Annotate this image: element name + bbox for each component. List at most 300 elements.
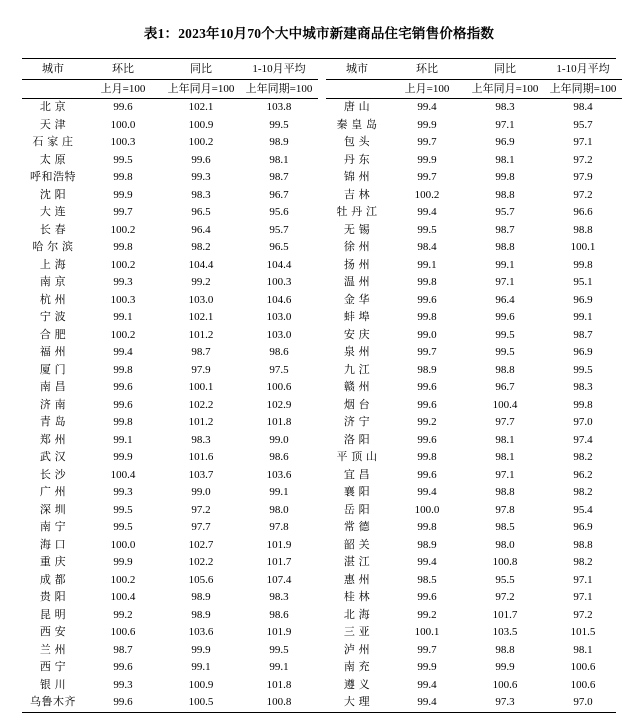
header-yoy-left: 同比 — [162, 59, 240, 80]
table-row — [22, 554, 622, 572]
avg-value-right: 98.8 — [573, 223, 593, 236]
mom-value-left: 100.2 — [110, 223, 136, 236]
city-name-left: 呼和浩特 — [30, 171, 76, 183]
city-name-right: 常 德 — [343, 521, 371, 533]
yoy-value-right: 100.6 — [492, 678, 518, 691]
city-name-left: 南 京 — [39, 276, 67, 288]
table-row — [22, 204, 622, 222]
yoy-value-left: 99.1 — [191, 661, 211, 673]
city-name-left: 深 圳 — [39, 503, 67, 516]
mom-value-right: 99.4 — [417, 556, 437, 568]
header-city-left: 城市 — [22, 59, 84, 80]
yoy-value-right: 98.8 — [495, 188, 515, 201]
yoy-value-right: 99.5 — [495, 328, 515, 341]
city-name-right: 秦 皇 岛 — [336, 118, 378, 131]
mom-value-left: 99.6 — [113, 398, 133, 411]
city-name-right: 九 江 — [343, 363, 371, 376]
avg-value-right: 98.2 — [573, 556, 593, 568]
avg-value-left: 98.6 — [269, 451, 289, 463]
avg-value-left: 98.1 — [269, 153, 289, 166]
table-row — [22, 432, 622, 450]
city-name-left: 西 宁 — [39, 661, 67, 673]
table-row — [22, 414, 622, 432]
avg-value-right: 95.7 — [573, 118, 593, 131]
city-name-right: 无 锡 — [343, 223, 371, 236]
column-gap — [318, 204, 326, 222]
avg-value-left: 104.4 — [266, 258, 292, 271]
yoy-value-right: 98.3 — [495, 101, 515, 113]
city-name-right: 北 海 — [343, 608, 371, 621]
column-gap — [318, 187, 326, 205]
table-row — [22, 677, 622, 695]
mom-value-right: 99.8 — [417, 451, 437, 463]
avg-value-right: 99.5 — [573, 363, 593, 376]
avg-value-right: 100.1 — [570, 241, 596, 253]
yoy-value-left: 96.5 — [191, 206, 211, 218]
mom-value-right: 99.9 — [417, 118, 437, 131]
table-row — [22, 572, 622, 590]
avg-value-left: 96.5 — [269, 241, 289, 253]
city-name-left: 大 连 — [39, 206, 67, 218]
mom-value-left: 99.9 — [113, 451, 133, 463]
yoy-value-left: 99.6 — [191, 153, 211, 166]
mom-value-left: 99.3 — [113, 486, 133, 498]
avg-value-right: 95.1 — [573, 276, 593, 288]
avg-value-left: 97.8 — [269, 521, 289, 533]
mom-value-right: 99.4 — [417, 486, 437, 498]
header-sub-mom-left: 上月=100 — [84, 80, 162, 99]
city-name-right: 蚌 埠 — [343, 311, 371, 323]
table-row — [22, 379, 622, 397]
city-name-left: 兰 州 — [39, 643, 67, 656]
city-name-right: 金 华 — [343, 293, 371, 306]
avg-value-left: 103.8 — [266, 101, 292, 113]
mom-value-right: 99.8 — [417, 311, 437, 323]
yoy-value-left: 101.2 — [188, 416, 214, 428]
mom-value-right: 99.7 — [417, 171, 437, 183]
avg-value-left: 97.5 — [269, 363, 289, 376]
column-gap — [318, 467, 326, 485]
yoy-value-left: 102.7 — [188, 538, 214, 551]
city-name-left: 南 宁 — [39, 521, 67, 533]
city-name-right: 遵 义 — [343, 678, 371, 691]
mom-value-right: 99.2 — [417, 416, 437, 428]
yoy-value-left: 96.4 — [191, 223, 211, 236]
city-name-left: 西 安 — [39, 626, 67, 638]
avg-value-left: 99.1 — [269, 486, 289, 498]
city-name-left: 沈 阳 — [39, 188, 67, 201]
mom-value-left: 99.4 — [113, 346, 133, 358]
yoy-value-right: 96.7 — [495, 381, 515, 393]
avg-value-left: 107.4 — [266, 573, 292, 586]
avg-value-right: 97.2 — [573, 188, 593, 201]
table-row — [22, 344, 622, 362]
city-name-right: 赣 州 — [343, 381, 371, 393]
mom-value-right: 99.7 — [417, 643, 437, 656]
header-sub-city-right — [326, 80, 388, 99]
yoy-value-right: 98.8 — [495, 643, 515, 656]
mom-value-left: 99.8 — [113, 363, 133, 376]
page-title: 表1：2023年10月70个大中城市新建商品住宅销售价格指数 — [143, 26, 495, 41]
avg-value-left: 100.3 — [266, 276, 292, 288]
mom-value-left: 99.6 — [113, 381, 133, 393]
table-header — [22, 59, 622, 99]
mom-value-left: 99.7 — [113, 206, 133, 218]
city-name-left: 石 家 庄 — [32, 136, 74, 148]
avg-value-right: 98.2 — [573, 451, 593, 463]
table-row — [22, 484, 622, 502]
avg-value-right: 96.9 — [573, 346, 593, 358]
yoy-value-right: 97.3 — [495, 696, 515, 708]
table-row — [22, 327, 622, 345]
column-gap — [318, 257, 326, 275]
mom-value-right: 99.6 — [417, 398, 437, 411]
avg-value-right: 98.2 — [573, 486, 593, 498]
table-row — [22, 99, 622, 117]
column-gap — [318, 99, 326, 117]
avg-value-left: 98.7 — [269, 171, 289, 183]
price-index-table — [22, 59, 622, 712]
column-gap — [318, 379, 326, 397]
avg-value-left: 95.7 — [269, 223, 289, 236]
table-row — [22, 292, 622, 310]
yoy-value-right: 98.0 — [495, 538, 515, 551]
column-gap — [318, 694, 326, 712]
yoy-value-left: 98.9 — [191, 591, 211, 603]
avg-value-left: 103.6 — [266, 468, 292, 481]
yoy-value-left: 98.3 — [191, 188, 211, 201]
mom-value-left: 99.9 — [113, 556, 133, 568]
avg-value-right: 98.1 — [573, 643, 593, 656]
column-gap — [318, 397, 326, 415]
mom-value-right: 98.5 — [417, 573, 437, 586]
yoy-value-right: 98.8 — [495, 241, 515, 253]
city-name-left: 成 都 — [39, 573, 67, 586]
header-row-sub — [22, 80, 622, 99]
city-name-right: 惠 州 — [343, 573, 371, 586]
city-name-right: 温 州 — [343, 276, 371, 288]
avg-value-left: 95.6 — [269, 206, 289, 218]
header-avg-left: 1-10月平均 — [240, 59, 318, 80]
avg-value-left: 103.0 — [266, 328, 292, 341]
table-row — [22, 397, 622, 415]
header-city-right: 城市 — [326, 59, 388, 80]
column-gap — [318, 589, 326, 607]
city-name-left: 福 州 — [39, 346, 67, 358]
table-row — [22, 187, 622, 205]
yoy-value-right: 99.6 — [495, 311, 515, 323]
yoy-value-left: 97.7 — [191, 521, 211, 533]
city-name-left: 北 京 — [39, 101, 67, 113]
yoy-value-left: 103.6 — [188, 626, 214, 638]
mom-value-right: 99.1 — [417, 258, 437, 271]
city-name-left: 天 津 — [39, 118, 67, 131]
yoy-value-left: 104.4 — [188, 258, 214, 271]
city-name-right: 宜 昌 — [343, 468, 371, 481]
yoy-value-left: 99.9 — [191, 643, 211, 656]
yoy-value-right: 99.1 — [495, 258, 515, 271]
avg-value-left: 101.9 — [266, 626, 292, 638]
city-name-right: 烟 台 — [343, 398, 371, 411]
column-gap — [318, 554, 326, 572]
mom-value-left: 99.2 — [113, 608, 133, 621]
yoy-value-right: 100.8 — [492, 556, 518, 568]
table-row — [22, 659, 622, 677]
city-name-left: 青 岛 — [39, 416, 67, 428]
avg-value-left: 98.3 — [269, 591, 289, 603]
yoy-value-right: 97.2 — [495, 591, 515, 603]
header-avg-right: 1-10月平均 — [544, 59, 622, 80]
mom-value-left: 100.4 — [110, 591, 136, 603]
avg-value-left: 98.6 — [269, 346, 289, 358]
header-sub-gap — [318, 80, 326, 99]
column-gap — [318, 309, 326, 327]
yoy-value-left: 105.6 — [188, 573, 214, 586]
mom-value-right: 99.7 — [417, 136, 437, 148]
yoy-value-right: 101.7 — [492, 608, 518, 621]
avg-value-left: 99.1 — [269, 661, 289, 673]
table-row — [22, 117, 622, 135]
header-sub-yoy-right: 上年同月=100 — [466, 80, 544, 99]
column-gap — [318, 362, 326, 380]
avg-value-right: 96.6 — [573, 206, 593, 218]
yoy-value-left: 100.5 — [188, 696, 214, 708]
mom-value-left: 99.1 — [113, 311, 133, 323]
mom-value-right: 100.1 — [414, 626, 440, 638]
avg-value-left: 101.9 — [266, 538, 292, 551]
city-name-left: 南 昌 — [39, 381, 67, 393]
header-mom-right: 环比 — [388, 59, 466, 80]
mom-value-right: 98.9 — [417, 363, 437, 376]
city-name-left: 长 春 — [39, 223, 67, 236]
yoy-value-right: 98.7 — [495, 223, 515, 236]
mom-value-left: 100.6 — [110, 626, 136, 638]
yoy-value-left: 102.2 — [188, 556, 214, 568]
avg-value-left: 102.9 — [266, 398, 292, 411]
yoy-value-right: 97.1 — [495, 276, 515, 288]
column-gap — [318, 607, 326, 625]
mom-value-left: 99.8 — [113, 171, 133, 183]
mom-value-right: 99.4 — [417, 101, 437, 113]
city-name-right: 桂 林 — [343, 591, 371, 603]
mom-value-right: 99.5 — [417, 223, 437, 236]
avg-value-right: 98.8 — [573, 538, 593, 551]
mom-value-left: 99.8 — [113, 416, 133, 428]
mom-value-right: 99.4 — [417, 206, 437, 218]
avg-value-right: 95.4 — [573, 503, 593, 516]
avg-value-right: 97.1 — [573, 136, 593, 148]
mom-value-right: 99.2 — [417, 608, 437, 621]
avg-value-right: 97.2 — [573, 608, 593, 621]
city-name-right: 丹 东 — [343, 153, 371, 166]
mom-value-right: 99.0 — [417, 328, 437, 341]
table-row — [22, 467, 622, 485]
city-name-left: 昆 明 — [39, 608, 67, 621]
avg-value-right: 97.9 — [573, 171, 593, 183]
yoy-value-left: 101.6 — [188, 451, 214, 463]
yoy-value-left: 100.9 — [188, 118, 214, 131]
mom-value-right: 99.6 — [417, 293, 437, 306]
mom-value-left: 100.2 — [110, 258, 136, 271]
mom-value-left: 99.6 — [113, 101, 133, 113]
table-row — [22, 642, 622, 660]
table-row — [22, 449, 622, 467]
header-sub-avg-right: 上年同期=100 — [544, 80, 622, 99]
avg-value-right: 98.4 — [573, 101, 593, 113]
header-yoy-right: 同比 — [466, 59, 544, 80]
mom-value-right: 99.4 — [417, 678, 437, 691]
avg-value-right: 97.0 — [573, 416, 593, 428]
yoy-value-left: 99.0 — [191, 486, 211, 498]
mom-value-left: 99.6 — [113, 696, 133, 708]
mom-value-left: 99.6 — [113, 661, 133, 673]
header-sub-yoy-left: 上年同月=100 — [162, 80, 240, 99]
yoy-value-right: 95.5 — [495, 573, 515, 586]
city-name-right: 济 宁 — [343, 416, 371, 428]
yoy-value-right: 98.5 — [495, 521, 515, 533]
avg-value-right: 96.2 — [573, 468, 593, 481]
yoy-value-right: 97.1 — [495, 468, 515, 481]
city-name-right: 平 顶 山 — [336, 451, 378, 463]
column-gap — [318, 239, 326, 257]
avg-value-right: 96.9 — [573, 521, 593, 533]
column-gap — [318, 537, 326, 555]
avg-value-left: 103.0 — [266, 311, 292, 323]
city-name-left: 贵 阳 — [39, 591, 67, 603]
column-gap — [318, 327, 326, 345]
mom-value-left: 100.0 — [110, 538, 136, 551]
yoy-value-left: 100.2 — [188, 136, 214, 148]
city-name-right: 大 理 — [343, 696, 371, 708]
city-name-left: 银 川 — [39, 678, 67, 691]
avg-value-right: 99.8 — [573, 398, 593, 411]
column-gap — [318, 432, 326, 450]
avg-value-left: 98.0 — [269, 503, 289, 516]
city-name-left: 杭 州 — [39, 293, 67, 306]
column-gap — [318, 624, 326, 642]
city-name-left: 重 庆 — [39, 556, 67, 568]
avg-value-left: 99.0 — [269, 433, 289, 446]
city-name-left: 厦 门 — [39, 363, 67, 376]
column-gap — [318, 642, 326, 660]
avg-value-right: 99.1 — [573, 311, 593, 323]
table-body — [22, 99, 622, 712]
column-gap — [318, 449, 326, 467]
mom-value-right: 99.8 — [417, 276, 437, 288]
yoy-value-left: 103.0 — [188, 293, 214, 306]
city-name-right: 湛 江 — [343, 556, 371, 568]
avg-value-right: 97.2 — [573, 153, 593, 166]
city-name-left: 哈 尔 滨 — [32, 241, 74, 253]
table-row — [22, 694, 622, 712]
table-row — [22, 309, 622, 327]
yoy-value-left: 98.7 — [191, 346, 211, 358]
city-name-right: 牡 丹 江 — [336, 206, 378, 218]
city-name-left: 广 州 — [39, 486, 67, 498]
yoy-value-left: 102.1 — [188, 311, 214, 323]
mom-value-left: 99.1 — [113, 433, 133, 446]
column-gap — [318, 134, 326, 152]
table-row — [22, 502, 622, 520]
city-name-right: 岳 阳 — [343, 503, 371, 516]
avg-value-left: 100.6 — [266, 381, 292, 393]
table-row — [22, 239, 622, 257]
avg-value-left: 101.7 — [266, 556, 292, 568]
yoy-value-left: 98.9 — [191, 608, 211, 621]
mom-value-left: 99.9 — [113, 188, 133, 201]
yoy-value-right: 98.8 — [495, 363, 515, 376]
city-name-right: 唐 山 — [343, 101, 371, 113]
yoy-value-left: 97.2 — [191, 503, 211, 516]
city-name-right: 徐 州 — [343, 241, 371, 253]
avg-value-right: 97.0 — [573, 696, 593, 708]
yoy-value-right: 103.5 — [492, 626, 518, 638]
mom-value-left: 99.5 — [113, 521, 133, 533]
city-name-right: 锦 州 — [343, 171, 371, 183]
yoy-value-left: 103.7 — [188, 468, 214, 481]
table-row — [22, 257, 622, 275]
table-row — [22, 589, 622, 607]
mom-value-left: 98.7 — [113, 643, 133, 656]
avg-value-left: 100.8 — [266, 696, 292, 708]
city-name-right: 韶 关 — [343, 538, 371, 551]
mom-value-right: 99.6 — [417, 433, 437, 446]
yoy-value-right: 97.7 — [495, 416, 515, 428]
avg-value-right: 98.3 — [573, 381, 593, 393]
mom-value-left: 100.3 — [110, 136, 136, 148]
column-gap — [318, 292, 326, 310]
header-sub-avg-left: 上年同期=100 — [240, 80, 318, 99]
header-sub-mom-right: 上月=100 — [388, 80, 466, 99]
yoy-value-right: 97.1 — [495, 118, 515, 131]
city-name-right: 南 充 — [343, 661, 371, 673]
column-gap — [318, 152, 326, 170]
city-name-left: 乌鲁木齐 — [30, 696, 76, 708]
yoy-value-right: 95.7 — [495, 206, 515, 218]
header-row-top — [22, 59, 622, 80]
city-name-left: 长 沙 — [39, 468, 67, 481]
column-gap — [318, 169, 326, 187]
yoy-value-right: 99.9 — [495, 661, 515, 673]
mom-value-left: 100.3 — [110, 293, 136, 306]
header-sub-city-left — [22, 80, 84, 99]
yoy-value-left: 102.1 — [188, 101, 214, 113]
mom-value-left: 99.8 — [113, 241, 133, 253]
mom-value-left: 100.2 — [110, 573, 136, 586]
document-page — [0, 22, 638, 722]
yoy-value-right: 98.8 — [495, 486, 515, 498]
column-gap — [318, 117, 326, 135]
city-name-left: 宁 波 — [39, 311, 67, 323]
yoy-value-right: 96.4 — [495, 293, 515, 306]
column-gap — [318, 519, 326, 537]
mom-value-right: 99.7 — [417, 346, 437, 358]
yoy-value-right: 100.4 — [492, 398, 518, 411]
yoy-value-left: 102.2 — [188, 398, 214, 411]
yoy-value-left: 99.2 — [191, 276, 211, 288]
avg-value-left: 101.8 — [266, 416, 292, 428]
mom-value-right: 99.6 — [417, 381, 437, 393]
mom-value-right: 100.2 — [414, 188, 440, 201]
avg-value-right: 99.8 — [573, 258, 593, 271]
table-row — [22, 624, 622, 642]
column-gap — [318, 484, 326, 502]
yoy-value-left: 100.1 — [188, 381, 214, 393]
table-row — [22, 519, 622, 537]
city-name-left: 济 南 — [39, 398, 67, 411]
avg-value-right: 97.1 — [573, 573, 593, 586]
mom-value-right: 99.6 — [417, 468, 437, 481]
